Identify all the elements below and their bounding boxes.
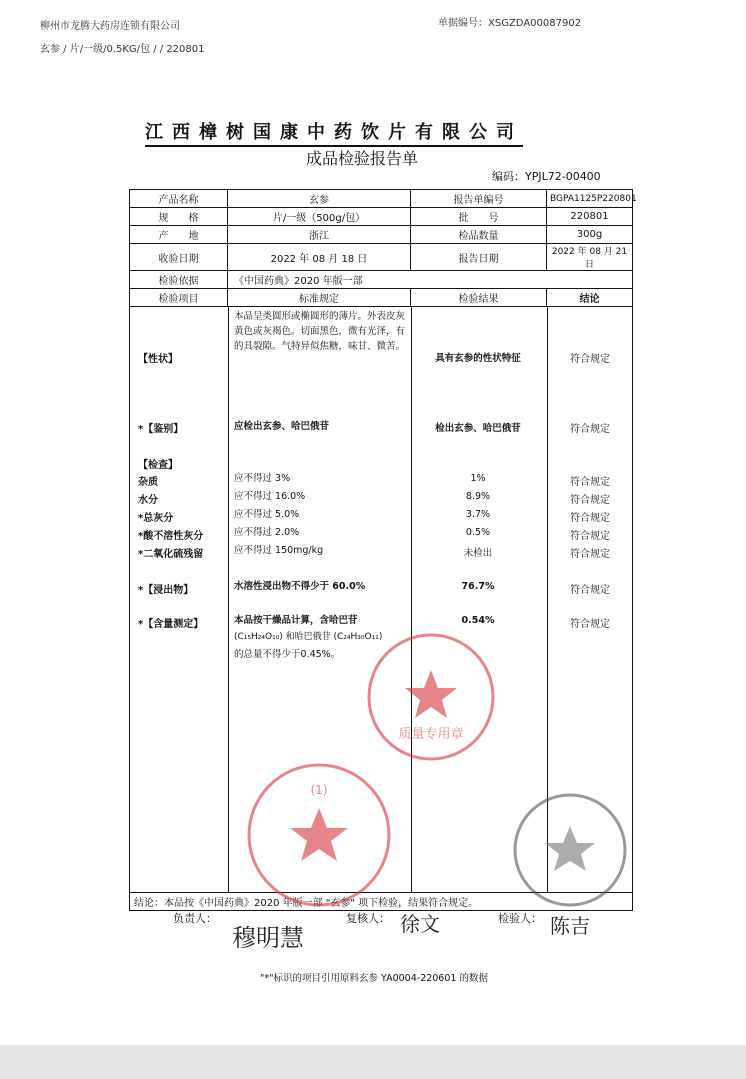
gray-stamp	[510, 790, 630, 910]
report-no: BGPA1125P220801	[547, 190, 633, 208]
footnote: "*"标识的项目引用原料玄参 YA0004-220601 的数据	[260, 973, 488, 984]
item-moisture: 水分	[138, 495, 158, 506]
label-spec: 规 格	[130, 208, 228, 226]
label-report-date: 报告日期	[411, 244, 547, 271]
spec: 片/一级（500g/包）	[228, 208, 411, 226]
report-date: 2022 年 08 月 21 日	[547, 244, 633, 271]
origin: 浙江	[228, 226, 411, 244]
conclusion-total-ash: 符合规定	[570, 513, 610, 524]
product-name: 玄参	[228, 190, 411, 208]
result-traits: 具有玄参的性状特征	[435, 353, 521, 364]
reviewer-label: 复核人：	[346, 912, 390, 925]
label-quantity: 检品数量	[411, 226, 547, 244]
label-origin: 产 地	[130, 226, 228, 244]
standard-moisture: 应不得过 16.0%	[234, 491, 306, 502]
label-product-name: 产品名称	[130, 190, 228, 208]
standard-acid-insoluble-ash: 应不得过 2.0%	[234, 527, 300, 538]
conclusion-extract: 符合规定	[570, 585, 610, 596]
batch: 220801	[547, 208, 633, 226]
responsible-signature: 穆明慧	[232, 924, 304, 952]
result-acid-insoluble-ash: 0.5%	[465, 527, 491, 538]
conclusion-identification: 符合规定	[570, 424, 610, 435]
column-standard: 标准规定	[228, 289, 411, 307]
item-extract: *【浸出物】	[138, 585, 194, 596]
conclusion-acid-insoluble-ash: 符合规定	[570, 531, 610, 542]
conclusion-sulfur-dioxide: 符合规定	[570, 549, 610, 560]
basis: 《中国药典》2020 年版一部	[228, 271, 633, 289]
quantity: 300g	[547, 226, 633, 244]
standard-extract: 水溶性浸出物不得少于 60.0%	[234, 581, 366, 592]
standard-sulfur-dioxide: 应不得过 150mg/kg	[234, 545, 324, 556]
result-sulfur-dioxide: 未检出	[463, 548, 493, 559]
label-received: 收验日期	[130, 244, 228, 271]
product-line: 玄参 / 片/一级/0.5KG/包 / / 220801	[40, 44, 205, 55]
origin-company: 柳州市龙腾大药房连锁有限公司	[40, 21, 180, 32]
conclusion-moisture: 符合规定	[570, 495, 610, 506]
company-name: 江西樟树国康中药饮片有限公司	[145, 118, 523, 147]
company-stamp	[244, 760, 394, 910]
responsible-label: 负责人：	[173, 912, 217, 925]
inspector-label: 检验人：	[498, 912, 542, 925]
standard-content-line1: 本品按干燥品计算，含哈巴苷	[234, 615, 358, 626]
svg-text:(1): (1)	[310, 783, 328, 797]
reviewer-signature: 徐文	[400, 912, 440, 936]
conclusion-impurity: 符合规定	[570, 477, 610, 488]
inspection-heading: 【检查】	[138, 460, 178, 471]
label-basis: 检验依据	[130, 271, 228, 289]
report-code: 编码：YPJL72-00400	[492, 170, 601, 183]
scan-edge	[0, 1045, 746, 1079]
bill-number: 单据编号：XSGZDA00087902	[438, 18, 582, 29]
standard-identification: 应检出玄参、哈巴俄苷	[234, 421, 330, 432]
item-total-ash: *总灰分	[138, 513, 174, 524]
item-sulfur-dioxide: *二氧化硫残留	[138, 549, 204, 560]
result-impurity: 1%	[470, 473, 486, 484]
result-moisture: 8.9%	[465, 491, 491, 502]
standard-traits: 本品呈类圆形或椭圆形的薄片。外表皮灰黄色或灰褐色。切面黑色，微有光泽，有的具裂隙。气特异似焦糖，味甘、微苦。	[234, 311, 406, 352]
label-report-no: 报告单编号	[411, 190, 547, 208]
item-acid-insoluble-ash: *酸不溶性灰分	[138, 531, 204, 542]
item-content: *【含量测定】	[138, 619, 204, 630]
summary: 结论：本品按《中国药典》2020 年版一部 "玄参" 项下检验，结果符合规定。	[130, 893, 633, 911]
quality-stamp	[364, 630, 498, 764]
report-title: 成品检验报告单	[306, 149, 419, 168]
item-traits: 【性状】	[138, 354, 178, 365]
item-identification: *【鉴别】	[138, 424, 184, 435]
standard-impurity: 应不得过 3%	[234, 473, 291, 484]
column-result: 检验结果	[411, 289, 547, 307]
result-total-ash: 3.7%	[465, 509, 491, 520]
label-batch: 批 号	[411, 208, 547, 226]
standard-content-line2: (C₁₅H₂₄O₁₀) 和哈巴俄苷 (C₂₄H₃₀O₁₁)	[234, 632, 383, 642]
standard-content-line3: 的总量不得少于0.45%。	[234, 649, 341, 660]
column-item: 检验项目	[130, 289, 228, 307]
standard-total-ash: 应不得过 5.0%	[234, 509, 300, 520]
result-content: 0.54%	[461, 615, 495, 626]
received-date: 2022 年 08 月 18 日	[228, 244, 411, 271]
conclusion-traits: 符合规定	[570, 354, 610, 365]
result-identification: 检出玄参、哈巴俄苷	[435, 423, 521, 434]
column-conclusion: 结论	[547, 289, 633, 307]
result-extract: 76.7%	[461, 581, 495, 592]
conclusion-content: 符合规定	[570, 619, 610, 630]
item-impurity: 杂质	[138, 477, 158, 488]
svg-text:质量专用章: 质量专用章	[398, 727, 464, 742]
inspector-signature: 陈吉	[550, 914, 590, 938]
